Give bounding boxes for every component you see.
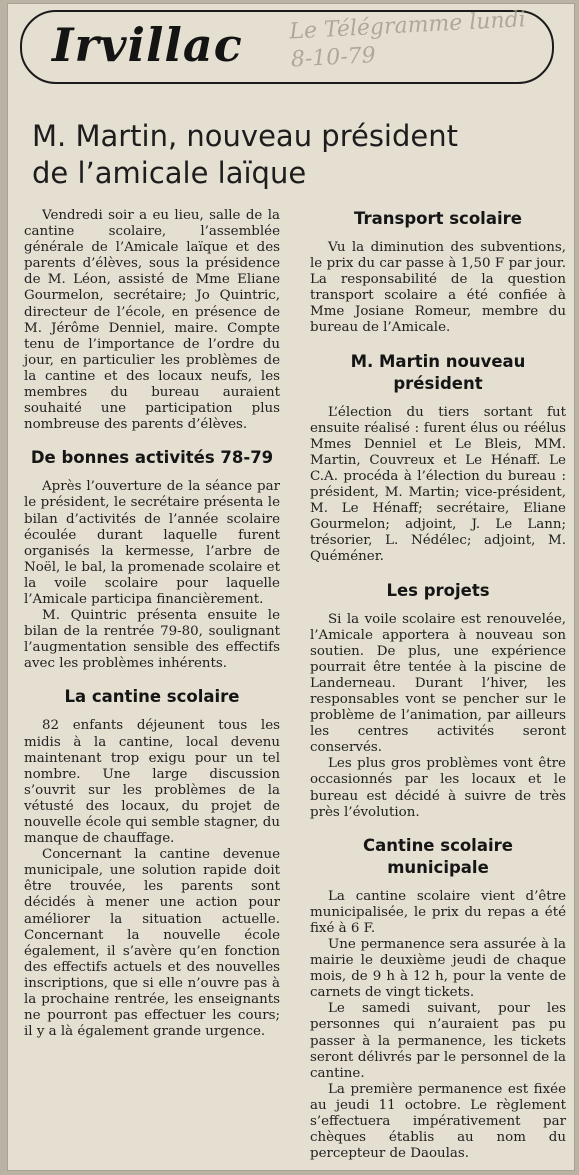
right-column	[310, 208, 566, 1162]
cantine-muni-paragraph-1: La cantine scolaire vient d’être municipalisée, le prix du repas a été fixé à 6 F.	[310, 888, 566, 936]
projets-paragraph-2: Les plus gros problèmes vont être occasionnés par les locaux et le bureau est décidé à suivre de très près l’évolution.	[310, 756, 566, 820]
subheading-transport: Transport scolaire	[354, 209, 522, 228]
cantine-muni-paragraph-4: La première permanence est fixée au jeudi 11 octobre. Le règlement s’effectuera impérativement par chèques établis au nom du percepteur de Daoulas.	[310, 1081, 566, 1162]
subheading-activites: De bonnes activités 78-79	[30, 448, 274, 468]
left-column	[24, 208, 280, 1040]
headline-line-1: M. Martin, nouveau président	[32, 119, 458, 153]
projets-paragraph-1: Si la voile scolaire est renouvelée, l’Amicale apportera à nouveau son soutien. De plus, une expérience pourrait être tentée à la piscine de Landerneau. Durant l’hiver, les responsables vont se pencher sur le problème de l’animation, par ailleurs les centres activités seront conservés.	[310, 611, 566, 756]
article-headline	[32, 118, 562, 192]
cantine-paragraph-2: Concernant la cantine devenue municipale, une solution rapide doit être trouvée, les parents sont décidés à mener une action pour améliorer la situation actuelle. Concernant la nouvelle école également, il s’avère qu’en fonction des effectifs actuels et des nouvelles inscriptions, que si elle n’ouvre pas à la prochaine rentrée, les enseignants ne pourront pas effectuer les cours; il y a là également grande urgence.	[24, 847, 280, 1040]
cantine-muni-paragraph-3: Le samedi suivant, pour les personnes qui n’auraient pas pu passer à la permanence, les tickets seront délivrés par le personnel de la cantine.	[310, 1001, 566, 1081]
masthead-title: Irvillac	[52, 18, 243, 72]
cantine-muni-paragraph-2: Une permanence sera assurée à la mairie le deuxième jeudi de chaque mois, de 9 h à 12 h, pour la vente de carnets de vingt tickets.	[310, 937, 566, 1001]
subheading-cantine-municipale: Cantine scolaire municipale	[363, 835, 513, 877]
cantine-paragraph-1: 82 enfants déjeunent tous les midis à la cantine, local devenu maintenant trop exigu pour un tel nombre. Une large discussion s’ouvrit sur les problèmes de la vétusté des locaux, du projet de nouvelle école qui semble stagner, du manque de chauffage.	[24, 718, 280, 847]
headline-line-2: de l’amicale laïque	[32, 156, 307, 190]
subheading-cantine: La cantine scolaire	[64, 687, 240, 707]
newspaper-clipping	[8, 4, 574, 1170]
activites-paragraph-1: Après l’ouverture de la séance par le président, le secrétaire présenta le bilan d’activités de l’année scolaire écoulée durant laquelle furent organisés la kermesse, l’arbre de Noël, le bal, la promenade scolaire et la voile scolaire pour laquelle l’Amicale participa financièrement.	[24, 479, 280, 607]
election-paragraph: L’élection du tiers sortant fut ensuite réalisé : furent élus ou réélus Mmes Denniel et Le Bleis, MM. Martin, Couvreux et Le Hénaff. Le C.A. procéda à l’élection du bureau : président, M. Martin; vice-président, M. Le Hénaff; secrétaire, Eliane Gourmelon; adjoint, J. Le Lann; trésorier, L. Nédélec; adjoint, M. Quéméner.	[310, 404, 566, 565]
activites-paragraph-2: M. Quintric présenta ensuite le bilan de la rentrée 79-80, soulignant l’augmentation sensible des effectifs avec les problèmes inhérents.	[24, 608, 280, 672]
subheading-martin: M. Martin nouveau président	[350, 351, 526, 393]
handwritten-annotation: Le Télégramme lundi 8-10-79	[288, 7, 527, 73]
subheading-projets: Les projets	[386, 580, 490, 600]
intro-paragraph: Vendredi soir a eu lieu, salle de la cantine scolaire, l’assemblée générale de l’Amicale laïque et des parents d’élèves, sous la présidence de M. Léon, assisté de Mme Eliane Gourmelon, secrétaire; Jo Quintric, directeur de l’école, en présence de M. Jérôme Denniel, maire. Compte tenu de l’importance de l’ordre du jour, en particulier les problèmes de la cantine et des locaux neufs, les membres du bureau auraient souhaité une participation plus nombreuse des parents d’élèves.	[24, 208, 280, 433]
transport-paragraph: Vu la diminution des subventions, le prix du car passe à 1,50 F par jour. La responsabilité de la question transport scolaire a été confiée à Mme Josiane Romeur, membre du bureau de l’Amicale.	[310, 240, 566, 336]
